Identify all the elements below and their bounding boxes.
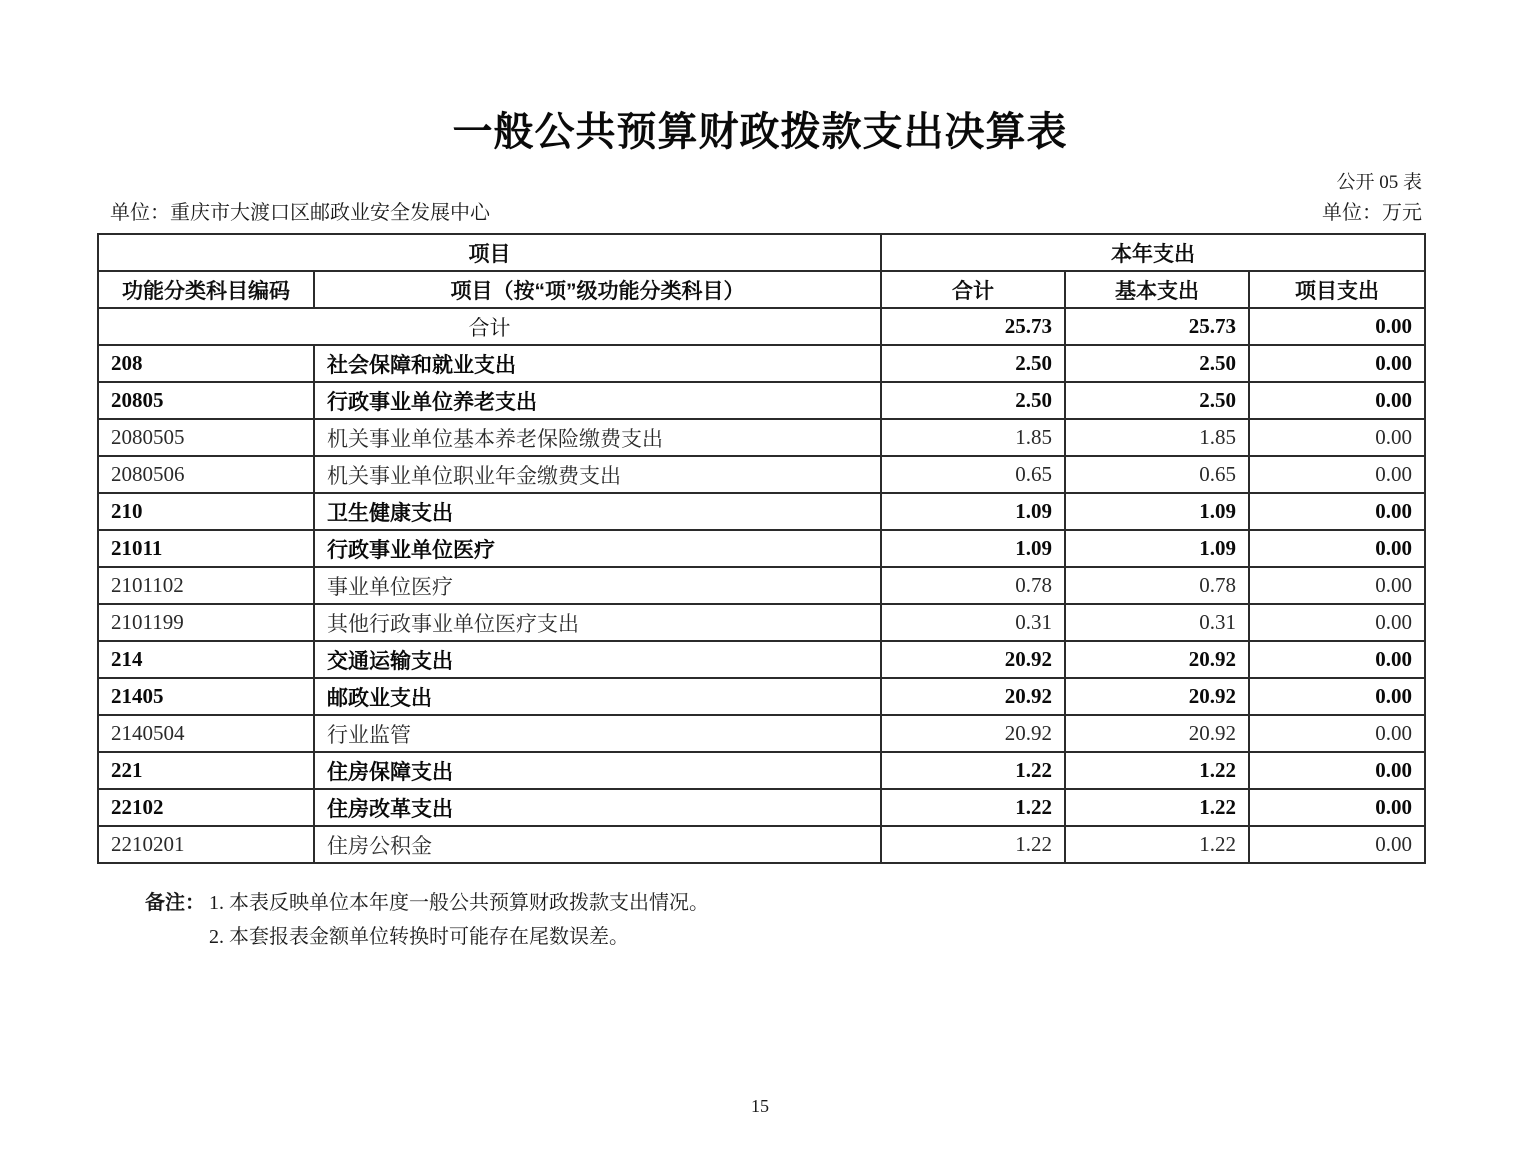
row-item: 其他行政事业单位医疗支出: [314, 604, 881, 641]
table-row: [98, 641, 1425, 678]
total-row-project: 0.00: [1249, 308, 1425, 345]
row-code: 2101102: [98, 567, 314, 604]
row-item: 住房改革支出: [314, 789, 881, 826]
table-body: [98, 308, 1425, 863]
column-header-project: 项目支出: [1249, 271, 1425, 308]
row-code: 210: [98, 493, 314, 530]
total-row-label: 合计: [98, 308, 881, 345]
table-label: 公开 05 表: [1336, 172, 1422, 193]
row-item: 机关事业单位职业年金缴费支出: [314, 456, 881, 493]
table-header: [98, 234, 1425, 308]
row-code: 2080505: [98, 419, 314, 456]
row-item: 卫生健康支出: [314, 493, 881, 530]
row-item: 邮政业支出: [314, 678, 881, 715]
row-item: 交通运输支出: [314, 641, 881, 678]
row-total: 20.92: [881, 715, 1065, 752]
row-code: 221: [98, 752, 314, 789]
note-line: 1. 本表反映单位本年度一般公共预算财政拨款支出情况。: [209, 892, 709, 914]
row-item: 行政事业单位医疗: [314, 530, 881, 567]
row-total: 2.50: [881, 345, 1065, 382]
table-row: [98, 419, 1425, 456]
row-code: 20805: [98, 382, 314, 419]
total-row-basic: 25.73: [1065, 308, 1249, 345]
row-total: 1.09: [881, 530, 1065, 567]
table-row: [98, 382, 1425, 419]
row-code: 2080506: [98, 456, 314, 493]
row-basic: 0.31: [1065, 604, 1249, 641]
row-total: 20.92: [881, 641, 1065, 678]
notes: [145, 886, 1520, 954]
row-code: 214: [98, 641, 314, 678]
header-group-row: [98, 234, 1425, 271]
row-basic: 1.22: [1065, 826, 1249, 863]
row-item: 住房保障支出: [314, 752, 881, 789]
column-header-basic: 基本支出: [1065, 271, 1249, 308]
row-project: 0.00: [1249, 419, 1425, 456]
row-total: 0.65: [881, 456, 1065, 493]
row-basic: 1.09: [1065, 530, 1249, 567]
total-row: [98, 308, 1425, 345]
row-basic: 1.22: [1065, 752, 1249, 789]
row-total: 1.22: [881, 752, 1065, 789]
row-project: 0.00: [1249, 789, 1425, 826]
header-group-year-expenditure: 本年支出: [881, 234, 1425, 271]
row-total: 0.78: [881, 567, 1065, 604]
row-code: 22102: [98, 789, 314, 826]
row-project: 0.00: [1249, 493, 1425, 530]
row-project: 0.00: [1249, 567, 1425, 604]
row-code: 21011: [98, 530, 314, 567]
row-item: 社会保障和就业支出: [314, 345, 881, 382]
row-code: 2210201: [98, 826, 314, 863]
row-total: 0.31: [881, 604, 1065, 641]
row-project: 0.00: [1249, 641, 1425, 678]
row-code: 2140504: [98, 715, 314, 752]
row-project: 0.00: [1249, 604, 1425, 641]
page-title: 一般公共预算财政拨款支出决算表: [452, 110, 1068, 154]
table-row: [98, 530, 1425, 567]
table-row: [98, 826, 1425, 863]
row-project: 0.00: [1249, 530, 1425, 567]
row-total: 1.22: [881, 789, 1065, 826]
unit-name: 单位：重庆市大渡口区邮政业安全发展中心: [110, 202, 490, 224]
unit-row: [110, 196, 1422, 225]
row-code: 21405: [98, 678, 314, 715]
column-header-total: 合计: [881, 271, 1065, 308]
row-basic: 20.92: [1065, 641, 1249, 678]
row-basic: 20.92: [1065, 678, 1249, 715]
row-item: 住房公积金: [314, 826, 881, 863]
expenditure-table: [97, 233, 1426, 864]
header-group-item: 项目: [98, 234, 881, 271]
row-project: 0.00: [1249, 752, 1425, 789]
table-row: [98, 604, 1425, 641]
row-total: 1.09: [881, 493, 1065, 530]
row-project: 0.00: [1249, 826, 1425, 863]
row-basic: 2.50: [1065, 345, 1249, 382]
table-row: [98, 678, 1425, 715]
column-header-code: 功能分类科目编码: [98, 271, 314, 308]
note-line: 2. 本套报表金额单位转换时可能存在尾数误差。: [209, 926, 629, 948]
row-basic: 20.92: [1065, 715, 1249, 752]
row-item: 机关事业单位基本养老保险缴费支出: [314, 419, 881, 456]
unit-currency: 单位：万元: [1322, 202, 1422, 224]
row-basic: 0.65: [1065, 456, 1249, 493]
note-lines: [209, 886, 709, 954]
total-row-total: 25.73: [881, 308, 1065, 345]
row-item: 行业监管: [314, 715, 881, 752]
row-item: 事业单位医疗: [314, 567, 881, 604]
table-row: [98, 567, 1425, 604]
row-basic: 1.09: [1065, 493, 1249, 530]
row-project: 0.00: [1249, 456, 1425, 493]
row-total: 2.50: [881, 382, 1065, 419]
table-row: [98, 715, 1425, 752]
row-project: 0.00: [1249, 678, 1425, 715]
table-row: [98, 456, 1425, 493]
row-total: 20.92: [881, 678, 1065, 715]
row-total: 1.85: [881, 419, 1065, 456]
row-basic: 0.78: [1065, 567, 1249, 604]
table-row: [98, 345, 1425, 382]
row-project: 0.00: [1249, 345, 1425, 382]
row-project: 0.00: [1249, 382, 1425, 419]
header-column-row: [98, 271, 1425, 308]
row-code: 208: [98, 345, 314, 382]
row-basic: 2.50: [1065, 382, 1249, 419]
page-number: 15: [751, 1096, 769, 1116]
row-item: 行政事业单位养老支出: [314, 382, 881, 419]
table-row: [98, 789, 1425, 826]
row-basic: 1.22: [1065, 789, 1249, 826]
row-code: 2101199: [98, 604, 314, 641]
notes-label: 备注：: [145, 892, 205, 914]
row-project: 0.00: [1249, 715, 1425, 752]
row-basic: 1.85: [1065, 419, 1249, 456]
table-row: [98, 752, 1425, 789]
table-row: [98, 493, 1425, 530]
column-header-item: 项目（按“项”级功能分类科目）: [314, 271, 881, 308]
row-total: 1.22: [881, 826, 1065, 863]
